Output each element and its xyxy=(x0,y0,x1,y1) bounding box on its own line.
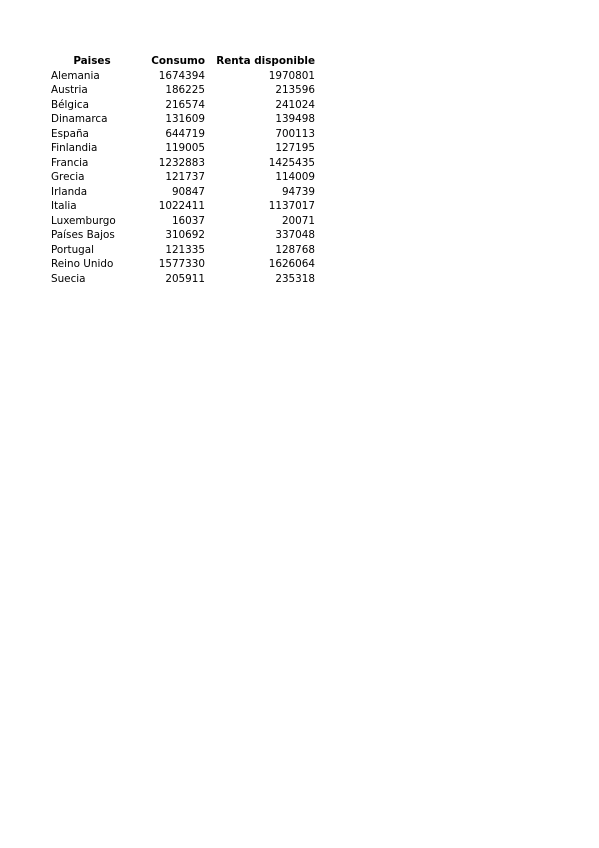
cell-renta-disponible: 20071 xyxy=(281,214,315,227)
cell-renta-disponible: 213596 xyxy=(275,84,315,96)
cell-consumo: 1577330 xyxy=(158,258,205,270)
table-row xyxy=(51,272,315,287)
cell-consumo: 205911 xyxy=(165,272,205,285)
spreadsheet-page xyxy=(51,54,315,286)
cell-country: Luxemburgo xyxy=(51,214,116,227)
cell-renta-disponible: 337048 xyxy=(275,229,315,241)
cell-consumo: 16037 xyxy=(171,214,205,227)
cell-renta-disponible: 235318 xyxy=(275,272,315,285)
table-row xyxy=(51,170,315,185)
cell-country: Suecia xyxy=(51,272,86,285)
cell-renta-disponible: 1970801 xyxy=(268,69,315,82)
table-row xyxy=(51,199,315,214)
cell-renta-disponible: 1626064 xyxy=(268,258,315,270)
cell-renta-disponible: 139498 xyxy=(275,113,315,125)
cell-country: Irlanda xyxy=(51,185,88,198)
table-row xyxy=(51,69,315,84)
cell-country: Alemania xyxy=(51,69,100,82)
table-row xyxy=(51,185,315,200)
table-row xyxy=(51,214,315,229)
table-row xyxy=(51,127,315,142)
cell-renta-disponible: 128768 xyxy=(275,243,315,256)
cell-country: Grecia xyxy=(51,171,85,183)
cell-consumo: 644719 xyxy=(165,127,205,140)
cell-country: Países Bajos xyxy=(51,229,115,241)
cell-consumo: 310692 xyxy=(165,229,205,241)
cell-consumo: 121335 xyxy=(165,243,205,256)
data-table xyxy=(51,54,315,286)
header-paises: Paises xyxy=(73,55,111,67)
cell-renta-disponible: 700113 xyxy=(275,127,315,140)
header-consumo: Consumo xyxy=(151,55,205,67)
table-row xyxy=(51,243,315,258)
table-row xyxy=(51,156,315,171)
table-row xyxy=(51,141,315,156)
cell-consumo: 131609 xyxy=(165,113,205,125)
table-row xyxy=(51,228,315,243)
cell-renta-disponible: 114009 xyxy=(275,171,315,183)
cell-country: Reino Unido xyxy=(51,258,114,270)
table-body xyxy=(51,69,315,287)
cell-renta-disponible: 1137017 xyxy=(268,200,315,212)
cell-country: Dinamarca xyxy=(51,113,108,125)
cell-consumo: 119005 xyxy=(165,142,205,154)
table-row xyxy=(51,98,315,113)
cell-renta-disponible: 1425435 xyxy=(268,156,315,169)
cell-renta-disponible: 241024 xyxy=(275,98,315,111)
cell-consumo: 1022411 xyxy=(158,200,205,212)
cell-country: Bélgica xyxy=(51,98,89,111)
table-row xyxy=(51,83,315,98)
table-row xyxy=(51,257,315,272)
cell-country: Italia xyxy=(51,200,77,212)
header-row xyxy=(51,54,315,69)
cell-renta-disponible: 127195 xyxy=(275,142,315,154)
cell-renta-disponible: 94739 xyxy=(281,185,315,198)
cell-country: Francia xyxy=(51,156,89,169)
header-renta-disponible: Renta disponible xyxy=(216,55,315,67)
cell-consumo: 121737 xyxy=(165,171,205,183)
cell-country: Austria xyxy=(51,84,88,96)
table-row xyxy=(51,112,315,127)
cell-consumo: 90847 xyxy=(171,185,205,198)
cell-consumo: 1232883 xyxy=(158,156,205,169)
cell-country: España xyxy=(51,127,89,140)
cell-country: Portugal xyxy=(51,243,95,256)
cell-consumo: 1674394 xyxy=(158,69,205,82)
cell-country: Finlandia xyxy=(51,142,98,154)
cell-consumo: 216574 xyxy=(165,98,205,111)
cell-consumo: 186225 xyxy=(165,84,205,96)
